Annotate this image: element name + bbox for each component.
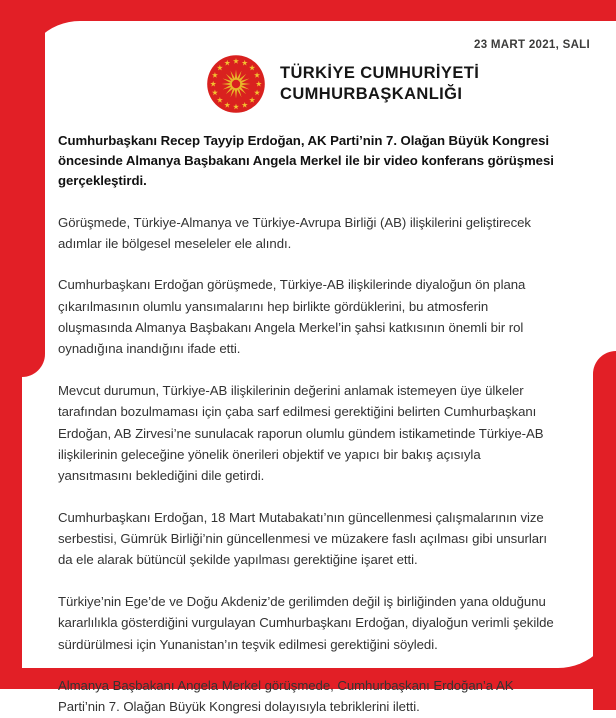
content-card: [22, 21, 616, 715]
decorative-red-bar-right: [593, 351, 616, 710]
article-paragraph: Türkiye’nin Ege’de ve Doğu Akdeniz’de gerilimden değil iş birliğinden yana olduğunu kararlılıkla gösterdiğini vurgulayan Cumhurbaşkanı Erdoğan, diyaloğun verimli şekilde sürdürülmesi için Yunanistan’ın teşvik edilmesi gerektiğini söyledi.: [58, 593, 554, 652]
brand-text: [280, 63, 479, 105]
decorative-red-bar-left: [22, 21, 45, 377]
article-headline: Cumhurbaşkanı Recep Tayyip Erdoğan, AK Parti’nin 7. Olağan Büyük Kongresi öncesinde Almanya Başbakanı Angela Merkel ile bir video konferans görüşmesi gerçekleştirdi.: [58, 133, 554, 189]
turkish-presidency-emblem-icon: [206, 54, 266, 114]
article-paragraph: Cumhurbaşkanı Erdoğan görüşmede, Türkiye-AB ilişkilerinde diyaloğun ön plana çıkarılmasının olumlu yansımalarını hep birlikte gördüklerini, bu atmosferin oluşmasında Almanya Başbakanı Angela Merkel’in şahsi katkısının önemli bir rol oynadığına inandığını ifade etti.: [58, 277, 526, 357]
paragraph-list: [58, 212, 558, 718]
article-paragraph: Almanya Başbakanı Angela Merkel görüşmede, Cumhurbaşkanı Erdoğan’a AK Parti’nin 7. Olağan Büyük Kongresi dolayısıyla tebriklerini iletti.: [58, 677, 514, 715]
article-paragraph: Mevcut durumun, Türkiye-AB ilişkilerinin değerini anlamak istemeyen üye ülkeler tarafından bozulmaması için çaba sarf edilmesi gerektiğini belirten Cumhurbaşkanı Erdoğan, AB Zirvesi’ne sunulacak raporun olumlu gündem istikametinde Türkiye-AB ilişkilerinin geleceğine yönelik önerileri objektif ve yapıcı bir bakış açısıyla yansıtmasını beklediğini dile getirdi.: [58, 382, 544, 484]
publication-date: 23 MART 2021, SALI: [474, 39, 590, 51]
brand-lockup: [206, 54, 479, 114]
article-body: [58, 131, 558, 718]
article-paragraph: Görüşmede, Türkiye-Almanya ve Türkiye-Avrupa Birliği (AB) ilişkilerini geliştirecek adımlar ile bölgesel meseleler ele alındı.: [58, 214, 531, 251]
article-paragraph: Cumhurbaşkanı Erdoğan, 18 Mart Mutabakatı’nın güncellenmesi çalışmalarının vize serbestisi, Gümrük Birliği’nin güncellenmesi ve müzakere faslı açılması gibi unsurları da ele alarak bütüncül şekilde yapılması gerektiğine işaret etti.: [58, 509, 547, 568]
brand-line-1: TÜRKİYE CUMHURİYETİ: [280, 63, 480, 82]
brand-line-2: CUMHURBAŞKANLIĞI: [280, 85, 463, 103]
